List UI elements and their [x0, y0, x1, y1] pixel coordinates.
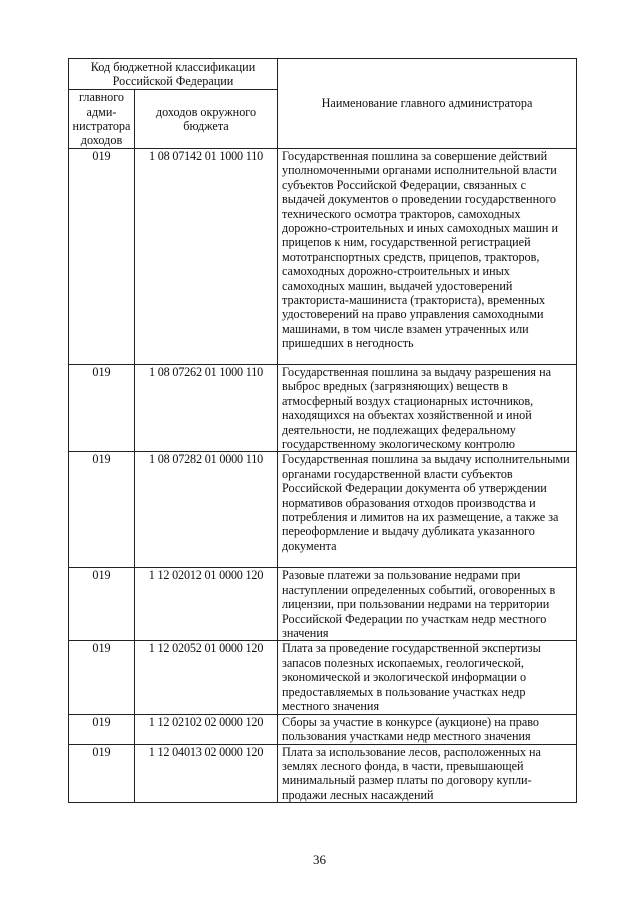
admin-name-cell: Плата за проведение государственной экспертизы запасов полезных ископаемых, геологической, экономической и экологической информации о предоставляемых в пользование участках недр местного значения — [278, 641, 577, 714]
table-row — [69, 452, 577, 568]
admin-code-cell: 019 — [69, 641, 135, 714]
admin-name-cell: Государственная пошлина за выдачу разрешения на выброс вредных (загрязняющих) веществ в атмосферный воздух стационарных источников, находящихся на объектах хозяйственной и иной деятельности, не подлежащих федеральному государственному экологическому контролю — [278, 365, 577, 452]
page-number: 36 — [313, 852, 326, 867]
table-row — [69, 641, 577, 714]
header-admin-code: главного адми-нистратора доходов — [69, 90, 135, 149]
income-code-cell: 1 08 07262 01 1000 110 — [135, 365, 278, 452]
header-income-code: доходов окружного бюджета — [135, 90, 278, 149]
admin-name-cell: Плата за использование лесов, расположенных на землях лесного фонда, в части, превышающей минимальный размер платы по договору купли-продажи лесных насаждений — [278, 744, 577, 803]
table-row — [69, 744, 577, 803]
table-row — [69, 365, 577, 452]
admin-name-cell: Государственная пошлина за совершение действий уполномоченными органами исполнительной власти субъектов Российской Федерации, связанных с выдачей документов о проведении государственного технического осмотра тракторов, самоходных дорожно-строительных и иных самоходных машин и прицепов к ним, государственной регистрацией мототранспортных средств, прицепов, тракторов, самоходных дорожно-строительных и иных самоходных машин, выдачей удостоверений тракториста-машиниста (тракториста), временных удостоверений на право управления самоходными машинами, в том числе взамен утраченных или пришедших в негодность — [278, 149, 577, 365]
admin-code-cell: 019 — [69, 714, 135, 744]
header-group-title: Код бюджетной классификации Российской Федерации — [69, 59, 278, 90]
admin-code-cell: 019 — [69, 452, 135, 568]
admin-name-cell: Сборы за участие в конкурсе (аукционе) на право пользования участками недр местного значения — [278, 714, 577, 744]
table-header-row — [69, 59, 577, 90]
admin-name-cell: Разовые платежи за пользование недрами при наступлении определенных событий, оговоренных в лицензии, при пользовании недрами на территории Российской Федерации по участкам недр местного значения — [278, 568, 577, 641]
income-code-cell: 1 08 07282 01 0000 110 — [135, 452, 278, 568]
admin-code-cell: 019 — [69, 149, 135, 365]
income-code-cell: 1 12 02052 01 0000 120 — [135, 641, 278, 714]
table-row — [69, 714, 577, 744]
admin-code-cell: 019 — [69, 744, 135, 803]
table-row — [69, 149, 577, 365]
income-code-cell: 1 08 07142 01 1000 110 — [135, 149, 278, 365]
admin-name-cell: Государственная пошлина за выдачу исполнительными органами государственной власти субъектов Российской Федерации документа об утверждении нормативов образования отходов производства и потребления и лимитов на их размещение, а также за переоформление и выдачу дубликата указанного документа — [278, 452, 577, 568]
admin-code-cell: 019 — [69, 365, 135, 452]
admin-code-cell: 019 — [69, 568, 135, 641]
income-code-cell: 1 12 02012 01 0000 120 — [135, 568, 278, 641]
income-code-cell: 1 12 02102 02 0000 120 — [135, 714, 278, 744]
header-admin-name: Наименование главного администратора — [278, 59, 577, 149]
income-code-cell: 1 12 04013 02 0000 120 — [135, 744, 278, 803]
table-row — [69, 568, 577, 641]
budget-classification-table — [68, 58, 577, 803]
